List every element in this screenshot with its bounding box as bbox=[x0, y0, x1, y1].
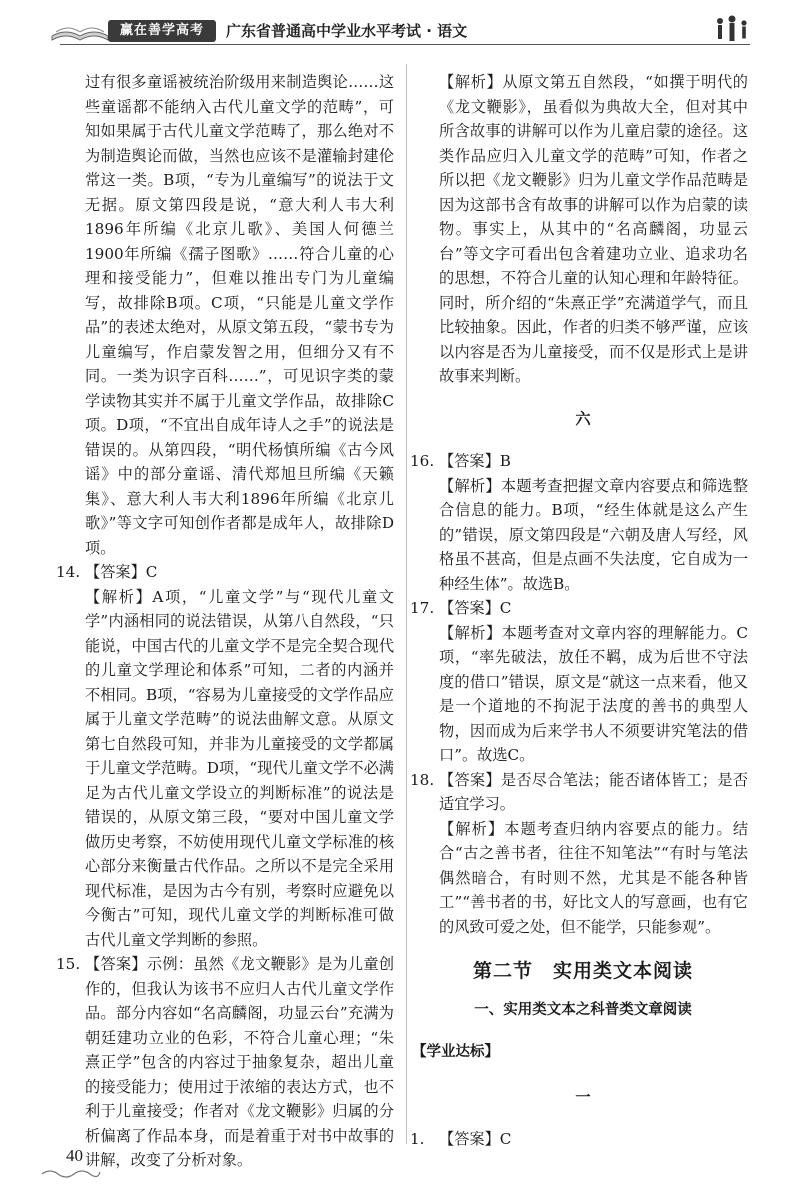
section-2-title: 第二节 实用类文本阅读 bbox=[472, 960, 693, 982]
right-column bbox=[410, 70, 748, 1152]
q13-analysis-continued: 过有很多童谣被统治阶级用来制造舆论……这些童谣都不能纳入古代儿童文学的范畴”，可知如果属于古代儿童文学范畴了，那么绝对不为制造舆论而做，当然也应该不是灌输封建伦常这一类。B项，“专为儿童编写”的说法于文无据。原文第四段是说，“意大利人韦大利1896年所编《北京儿歌》、美国人何德兰1900年所编《孺子图歌》……符合儿童的心理和接受能力”，但难以推出专门为儿童编写，故排除B项。C项，“只能是儿童文学作品”的表述太绝对，从原文第五段，“蒙书专为儿童编写，作启蒙发智之用，但细分又有不同。一类为识字百科……”，可见识字类的蒙学读物其实并不属于儿童文学作品，故排除C项。D项，“不宜出自成年诗人之手”的说法是错误的。从第四段，“明代杨慎所编《古今风谣》中的部分童谣、清代郑旭旦所编《天籁集》、意大利人韦大利1896年所编《北京儿歌》”等文字可知创作者都是成年人，故排除D项。 bbox=[85, 73, 394, 557]
analysis-text: 【解析】本题考查把握文章内容要点和筛选整合信息的能力。B项，“经生体就是这么产生的”错误，原文第四段是“六朝及唐人写经，风格虽不甚高，但是点画不失法度，它自成为一种经生体”。故选B。 bbox=[439, 476, 748, 593]
question-number: 18. bbox=[410, 770, 435, 789]
question-16 bbox=[410, 449, 748, 596]
question-number: 15. bbox=[56, 955, 81, 973]
q15-analysis: 【解析】从原文第五自然段，“如撰于明代的《龙文鞭影》，虽看似为典故大全，但对其中所含故事的讲解可以作为儿童启蒙的途径。这类作品应归入儿童文学的范畴”可知，作者之所以把《龙文鞭影》归为儿童文学作品范畴是因为这部书含有故事的讲解可以作为启蒙的读物。事实上，从其中的“名高麟阁，功显云台”等文字可看出包含着建功立业、追求功名的思想，不符合儿童的认知心理和年龄特征。同时，所介绍的“朱熹正学”充满道学气，而且比较抽象。因此，作者的归类不够严谨，应该以内容是否为儿童接受，而不仅是形式上是讲故事来判断。 bbox=[439, 73, 748, 385]
answer-text: 【答案】示例：虽然《龙文鞭影》是为儿童创作的，但我认为该书不应归人古代儿童文学作品。部分内容如“名高麟阁，功显云台”充满为朝廷建功立业的色彩，不符合儿童心理；“朱熹正学”包含的内容过于抽象复杂，超出儿童的接受能力；使用过于浓缩的表达方式，也不利于儿童接受；作者对《龙文鞭影》归属的分析偏离了作品本身，而是着重于对书中故事的讲解，改变了分析对象。 bbox=[85, 955, 394, 1169]
footer-ornament-icon bbox=[40, 1166, 102, 1178]
family-figures-icon bbox=[712, 14, 752, 46]
brand-logo: 赢在善学高考 bbox=[108, 20, 216, 42]
answer-line: 【答案】C bbox=[85, 563, 158, 581]
section-heading-one: 一 bbox=[575, 1087, 591, 1106]
question-17 bbox=[410, 596, 748, 768]
page-header bbox=[0, 0, 800, 52]
subsection-title: 一、实用类文本之科普类文章阅读 bbox=[474, 1001, 692, 1018]
question-number: 1. bbox=[410, 1130, 425, 1148]
header-title: 广东省普通高中学业水平考试 · 语文 bbox=[226, 22, 468, 40]
question-number: 14. bbox=[56, 563, 81, 581]
header-rule bbox=[60, 44, 750, 45]
question-1 bbox=[410, 1127, 748, 1152]
section-heading-six: 六 bbox=[575, 409, 591, 428]
open-book-icon bbox=[50, 14, 110, 42]
answer-line: 【答案】是否尽合笔法；能否诸体皆工；是否适宜学习。 bbox=[439, 770, 748, 813]
question-18 bbox=[410, 768, 748, 940]
analysis-text: 【解析】本题考查对文章内容的理解能力。C项，“率先破法，放任不羁，成为后世不守法度的借口”错误，原文是“就这一点来看，他又是一个道地的不拘泥于法度的善书的典型人物，因而成为后来学书人不须要讲究笔法的借口”。故选C。 bbox=[439, 623, 748, 764]
answer-line: 【答案】B bbox=[439, 452, 511, 470]
question-number: 17. bbox=[410, 599, 435, 617]
left-column bbox=[56, 70, 394, 1173]
standard-tag: 【学业达标】 bbox=[412, 1044, 499, 1060]
question-number: 16. bbox=[410, 452, 435, 470]
answer-line: 【答案】C bbox=[439, 599, 512, 617]
analysis-text: 【解析】A项，“儿童文学”与“现代儿童文学”内涵相同的说法错误，从第八自然段，“只能说，中国古代的儿童文学不是完全契合现代的儿童文学理论和体系”可知，二者的内涵并不相同。B项，“容易为儿童接受的文学作品应属于儿童文学范畴”的说法曲解文意。从原文第七自然段可知，并非为儿童接受的文学都属于儿童文学范畴。D项，“现代儿童文学不必满足为古代儿童文学设立的判断标准”的说法是错误的，从原文第三段，“要对中国儿童文学做历史考察，不妨使用现代儿童文学标准的核心部分来衡量古代作品。之所以不是完全采用现代标准，是因为古今有别，考察时应避免以今衡古”可知，现代儿童文学的判断标准可做古代儿童文学判断的参照。 bbox=[85, 587, 394, 949]
analysis-text: 【解析】本题考查归纳内容要点的能力。结合“古之善书者，往往不知笔法”“有时与笔法偶然暗合，有时则不然，尤其是不能各种皆工”“善书者的书，好比文人的写意画，也有它的风致可爱之处，但不能学，只能参观”。 bbox=[439, 819, 748, 936]
question-14 bbox=[56, 560, 394, 952]
answer-line: 【答案】C bbox=[439, 1130, 512, 1148]
column-divider bbox=[406, 64, 407, 1144]
page-number: 40 bbox=[66, 1146, 83, 1165]
question-15 bbox=[56, 952, 394, 1173]
